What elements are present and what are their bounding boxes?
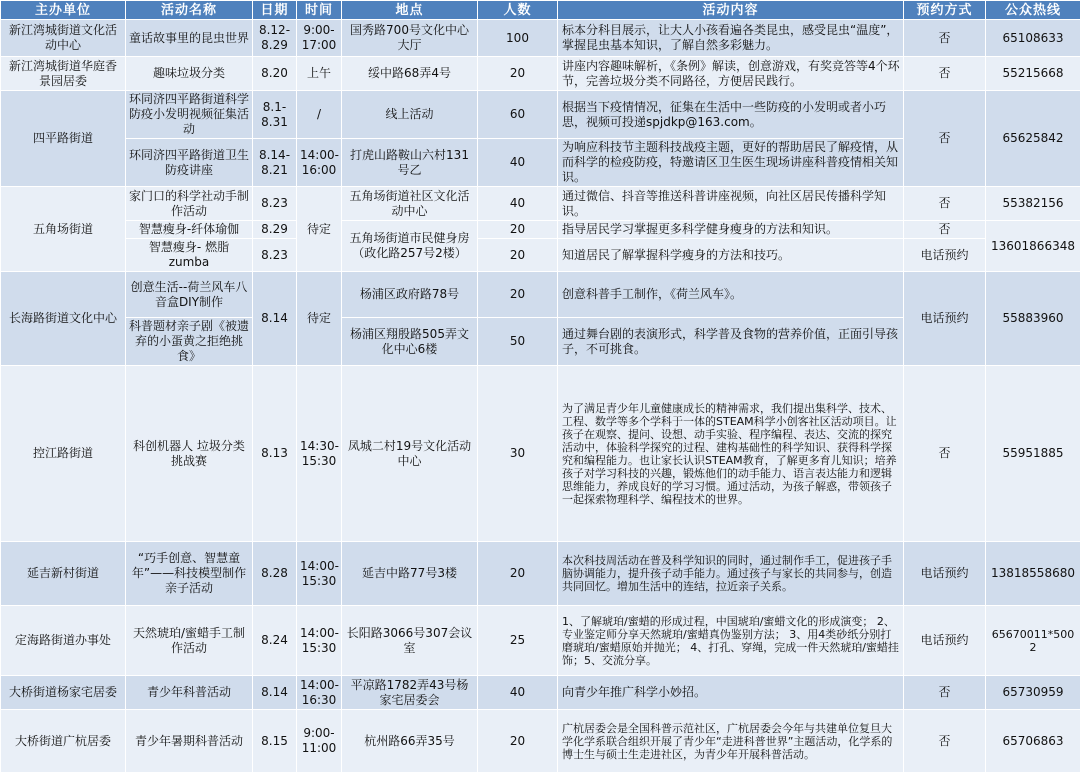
col-header-org: 主办单位	[1, 1, 126, 20]
hotline-cell: 65706863	[986, 710, 1080, 773]
table-row	[1, 91, 1080, 139]
place-cell: 杨浦区翔殷路505弄文化中心6楼	[342, 318, 478, 366]
content-cell: 为了满足青少年儿童健康成长的精神需求，我们提出集科学、技术、工程、数学等多个学科于一体的STEAM科学小创客社区活动项目。让孩子在观察、提问、设想、动手实验、程序编程、表达、交流的探究活动中，体验科学探究的过程、建构基础性的科学知识、获得科学探究和编程能力。也让家长认识STEAM教育，了解更多育儿知识；培养孩子对学习科技的兴趣，锻炼他们的动手能力、语言表达能力和逻辑思维能力，养成良好的学习习惯。通过活动，为孩子解惑，带领孩子一起探索物理科学、编程技术的世界。	[558, 366, 904, 542]
time-cell: 14:00-15:30	[297, 606, 342, 676]
place-cell: 绥中路68弄4号	[342, 57, 478, 91]
people-cell: 20	[478, 239, 558, 272]
col-header-content: 活动内容	[558, 1, 904, 20]
activity-name-cell: 环同济四平路街道卫生防疫讲座	[126, 139, 253, 187]
table-row	[1, 676, 1080, 710]
hotline-cell: 55382156	[986, 187, 1080, 221]
people-cell: 30	[478, 366, 558, 542]
people-cell: 60	[478, 91, 558, 139]
people-cell: 25	[478, 606, 558, 676]
activity-name-cell: 青少年科普活动	[126, 676, 253, 710]
booking-cell: 电话预约	[904, 239, 986, 272]
org-cell: 大桥街道广杭居委	[1, 710, 126, 773]
activity-name-cell: 天然琥珀/蜜蜡手工制作活动	[126, 606, 253, 676]
date-cell: 8.29	[253, 221, 297, 239]
date-cell: 8.23	[253, 187, 297, 221]
table-row	[1, 187, 1080, 221]
place-cell: 杨浦区政府路78号	[342, 272, 478, 318]
col-header-time: 时间	[297, 1, 342, 20]
time-cell: 14:00-16:00	[297, 139, 342, 187]
date-cell: 8.15	[253, 710, 297, 773]
place-cell: 平凉路1782弄43号杨家宅居委会	[342, 676, 478, 710]
col-header-place: 地点	[342, 1, 478, 20]
hotline-cell: 13601866348	[986, 221, 1080, 272]
org-cell: 四平路街道	[1, 91, 126, 187]
date-cell: 8.24	[253, 606, 297, 676]
people-cell: 40	[478, 676, 558, 710]
people-cell: 50	[478, 318, 558, 366]
col-header-hotline: 公众热线	[986, 1, 1080, 20]
content-cell: 标本分科目展示，让大人小孩看遍各类昆虫，感受昆虫“温度”，掌握昆虫基本知识，了解自然多彩魅力。	[558, 20, 904, 57]
activity-name-cell: 智慧瘦身-纤体瑜伽	[126, 221, 253, 239]
time-cell: 待定	[297, 272, 342, 366]
place-cell: 打虎山路鞍山六村131号乙	[342, 139, 478, 187]
org-cell: 控江路街道	[1, 366, 126, 542]
time-cell: 14:00-15:30	[297, 542, 342, 606]
booking-cell: 电话预约	[904, 606, 986, 676]
time-cell: 14:00-16:30	[297, 676, 342, 710]
activity-name-cell: 家门口的科学社动手制作活动	[126, 187, 253, 221]
date-cell: 8.12-8.29	[253, 20, 297, 57]
hotline-cell: 65670011*5002	[986, 606, 1080, 676]
org-cell: 五角场街道	[1, 187, 126, 272]
content-cell: 根据当下疫情情况，征集在生活中一些防疫的小发明或者小巧思，视频可投递spjdkp@163.com。	[558, 91, 904, 139]
booking-cell: 否	[904, 57, 986, 91]
col-header-name: 活动名称	[126, 1, 253, 20]
activity-name-cell: 创意生活--荷兰风车八音盒DIY制作	[126, 272, 253, 318]
table-row	[1, 542, 1080, 606]
content-cell: 讲座内容趣味解析，《条例》解读，创意游戏，有奖竞答等4个环节，完善垃圾分类不同路径，方便居民践行。	[558, 57, 904, 91]
table-row	[1, 272, 1080, 318]
place-cell: 延吉中路77号3楼	[342, 542, 478, 606]
place-cell: 凤城二村19号文化活动中心	[342, 366, 478, 542]
people-cell: 20	[478, 221, 558, 239]
date-cell: 8.14	[253, 676, 297, 710]
col-header-booking: 预约方式	[904, 1, 986, 20]
place-cell: 杭州路66弄35号	[342, 710, 478, 773]
place-cell: 长阳路3066号307会议室	[342, 606, 478, 676]
table-row	[1, 57, 1080, 91]
date-cell: 8.1-8.31	[253, 91, 297, 139]
hotline-cell: 65108633	[986, 20, 1080, 57]
booking-cell: 电话预约	[904, 542, 986, 606]
hotline-cell: 65625842	[986, 91, 1080, 187]
org-cell: 定海路街道办事处	[1, 606, 126, 676]
org-cell: 长海路街道文化中心	[1, 272, 126, 366]
content-cell: 向青少年推广科学小妙招。	[558, 676, 904, 710]
date-cell: 8.28	[253, 542, 297, 606]
date-cell: 8.20	[253, 57, 297, 91]
activity-name-cell: 环同济四平路街道科学防疫小发明视频征集活动	[126, 91, 253, 139]
people-cell: 40	[478, 187, 558, 221]
people-cell: 20	[478, 57, 558, 91]
content-cell: 1、了解琥珀/蜜蜡的形成过程，中国琥珀/蜜蜡文化的形成演变； 2、专业鉴定师分享天然琥珀/蜜蜡真伪鉴别方法； 3、用4类砂纸分别打磨琥珀/蜜蜡原始并抛光； 4、打孔、穿绳，完成一件天然琥珀/蜜蜡挂饰；5、交流分享。	[558, 606, 904, 676]
content-cell: 本次科技周活动在普及科学知识的同时，通过制作手工，促进孩子手脑协调能力，提升孩子动手能力。通过孩子与家长的共同参与，创造共同回忆。增加生活中的连结，拉近亲子关系。	[558, 542, 904, 606]
booking-cell: 否	[904, 676, 986, 710]
table-row	[1, 221, 1080, 239]
time-cell: 14:30-15:30	[297, 366, 342, 542]
booking-cell: 否	[904, 710, 986, 773]
place-cell: 五角场街道市民健身房（政化路257号2楼）	[342, 221, 478, 272]
org-cell: 新江湾城街道华庭香景园居委	[1, 57, 126, 91]
col-header-people: 人数	[478, 1, 558, 20]
activity-name-cell: 趣味垃圾分类	[126, 57, 253, 91]
content-cell: 广杭居委会是全国科普示范社区，广杭居委会今年与共建单位复旦大学化学系联合组织开展了青少年“走进科普世界”主题活动，化学系的博士生与硕士生走进社区，为青少年开展科普活动。	[558, 710, 904, 773]
people-cell: 40	[478, 139, 558, 187]
hotline-cell: 13818558680	[986, 542, 1080, 606]
place-cell: 五角场街道社区文化活动中心	[342, 187, 478, 221]
content-cell: 知道居民了解掌握科学瘦身的方法和技巧。	[558, 239, 904, 272]
org-cell: 新江湾城街道文化活动中心	[1, 20, 126, 57]
time-cell: 上午	[297, 57, 342, 91]
table-row	[1, 366, 1080, 542]
activity-name-cell: 青少年暑期科普活动	[126, 710, 253, 773]
booking-cell: 否	[904, 91, 986, 187]
place-cell: 国秀路700号文化中心大厅	[342, 20, 478, 57]
time-cell: 待定	[297, 187, 342, 272]
booking-cell: 否	[904, 187, 986, 221]
org-cell: 大桥街道杨家宅居委	[1, 676, 126, 710]
time-cell: 9:00-11:00	[297, 710, 342, 773]
people-cell: 100	[478, 20, 558, 57]
hotline-cell: 55215668	[986, 57, 1080, 91]
booking-cell: 否	[904, 366, 986, 542]
date-cell: 8.14	[253, 272, 297, 366]
people-cell: 20	[478, 710, 558, 773]
hotline-cell: 55951885	[986, 366, 1080, 542]
booking-cell: 否	[904, 221, 986, 239]
activity-name-cell: 科普题材亲子剧《被遗弃的小蛋黄之拒绝挑食》	[126, 318, 253, 366]
org-cell: 延吉新村街道	[1, 542, 126, 606]
time-cell: /	[297, 91, 342, 139]
table-row	[1, 20, 1080, 57]
table-row	[1, 710, 1080, 773]
hotline-cell: 55883960	[986, 272, 1080, 366]
activity-name-cell: 科创机器人 垃圾分类挑战赛	[126, 366, 253, 542]
content-cell: 创意科普手工制作，《荷兰风车》。	[558, 272, 904, 318]
col-header-date: 日期	[253, 1, 297, 20]
table-row	[1, 606, 1080, 676]
hotline-cell: 65730959	[986, 676, 1080, 710]
date-cell: 8.23	[253, 239, 297, 272]
activity-name-cell: 智慧瘦身- 燃脂zumba	[126, 239, 253, 272]
date-cell: 8.13	[253, 366, 297, 542]
date-cell: 8.14-8.21	[253, 139, 297, 187]
activity-name-cell: 童话故事里的昆虫世界	[126, 20, 253, 57]
booking-cell: 否	[904, 20, 986, 57]
header-row	[1, 1, 1080, 20]
table-row	[1, 239, 1080, 272]
content-cell: 通过微信、抖音等推送科普讲座视频，向社区居民传播科学知识。	[558, 187, 904, 221]
people-cell: 20	[478, 542, 558, 606]
content-cell: 指导居民学习掌握更多科学健身瘦身的方法和知识。	[558, 221, 904, 239]
time-cell: 9:00-17:00	[297, 20, 342, 57]
activity-name-cell: “巧手创意、智慧童年”——科技模型制作亲子活动	[126, 542, 253, 606]
people-cell: 20	[478, 272, 558, 318]
place-cell: 线上活动	[342, 91, 478, 139]
booking-cell: 电话预约	[904, 272, 986, 366]
content-cell: 为响应科技节主题科技战疫主题，更好的帮助居民了解疫情，从而科学的检疫防疫，特邀请区卫生医生现场讲座科普疫情相关知识。	[558, 139, 904, 187]
content-cell: 通过舞台剧的表演形式，科学普及食物的营养价值，正面引导孩子，不可挑食。	[558, 318, 904, 366]
